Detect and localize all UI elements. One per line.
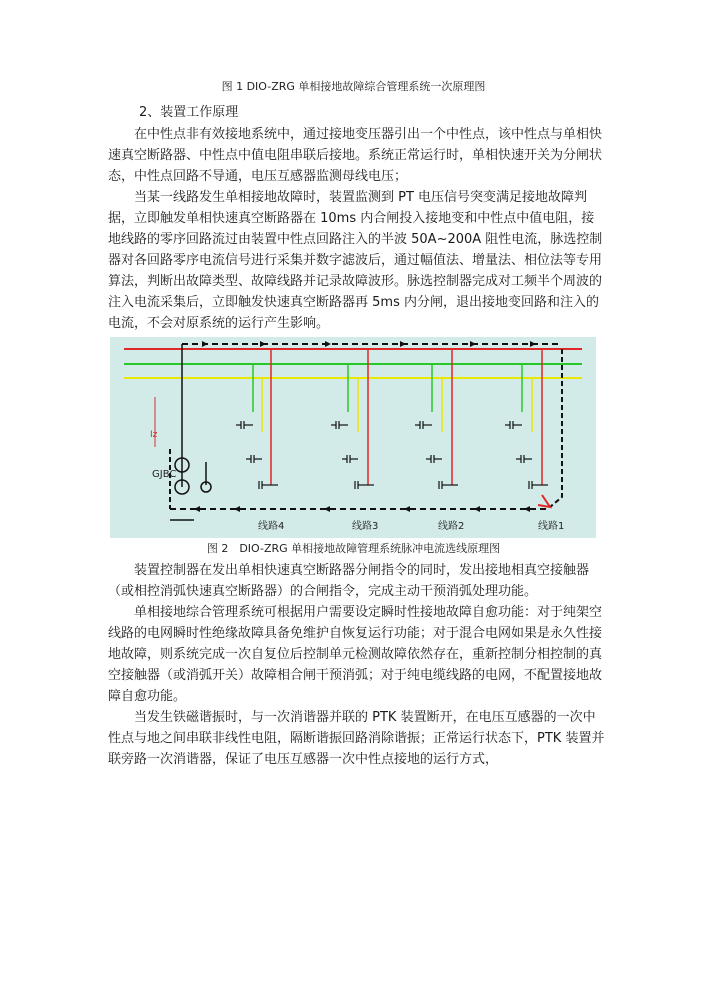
capacitor-symbols xyxy=(236,421,548,489)
paragraph-block-top xyxy=(108,124,606,334)
pulse-line-selection-diagram xyxy=(110,337,596,538)
feeder-label-4: 线路4 xyxy=(258,521,285,532)
paragraph-5: 当发生铁磁谐振时，与一次消谐器并联的 PTK 装置断开，在电压互感器的一次中性点与地之间串联非线性电阻，隔断谐振回路消除谐振；正常运行状态下，PTK 装置并联旁路一次消谐器，保证了电压互感器一次中性点接地的运行方式， xyxy=(108,710,605,767)
iz-label: Iz xyxy=(150,430,158,440)
feeder-label-3: 线路3 xyxy=(352,521,379,532)
fault-indicator xyxy=(550,349,562,507)
device-label: GJBC xyxy=(152,469,177,480)
paragraph-1: 在中性点非有效接地系统中，通过接地变压器引出一个中性点，该中性点与单相快速真空断路器、中性点中值电阻串联后接地。系统正常运行时，单相快速开关为分闸状态，中性点回路不导通，电压互感器监测母线电压； xyxy=(108,127,603,184)
feeder-label-1: 线路1 xyxy=(538,521,565,532)
feeder-line-4 xyxy=(253,349,271,485)
fault-point xyxy=(538,495,550,507)
feeder-line-3 xyxy=(348,349,368,485)
figure2-caption: 图 2 DIO-ZRG 单相接地故障管理系统脉冲电流选线原理图 xyxy=(206,542,501,555)
feeder-line-2 xyxy=(432,349,452,485)
figure1-caption: 图 1 DIO-ZRG 单相接地故障综合管理系统一次原理图 xyxy=(221,80,486,93)
feeder-line-1 xyxy=(522,349,542,485)
paragraph-4: 单相接地综合管理系统可根据用户需要设定瞬时性接地故障自愈功能：对于纯架空线路的电网瞬时性绝缘故障具备免维护自恢复运行功能；对于混合电网如果是永久性接地故障，则系统完成一次自复位后控制单元检测故障依然存在，重新控制分相控制的真空接触器（或消弧开关）故障相合闸干预消弧；对于纯电缆线路的电网，不配置接地故障自愈功能。 xyxy=(108,605,603,704)
figure2-diagram xyxy=(110,337,596,538)
paragraph-block-bottom xyxy=(108,560,606,770)
paragraph-2: 当某一线路发生单相接地故障时，装置监测到 PT 电压信号突变满足接地故障判据，立即触发单相快速真空断路器在 10ms 内合闸投入接地变和中性点中值电阻，接地线路的零序回路流过由装置中性点回路注入的半波 50A~200A 阻性电流，脉选控制器对各回路零序电流信号进行采集并数字滤波后，通过幅值法、增量法、相位法等专用算法，判断出故障类型、故障线路并记录故障波形。脉选控制器完成对工频半个周波的注入电流采集后，立即触发快速真空断路器再 5ms 内分闸，退出接地变回路和注入的电流，不会对原系统的运行产生影响。 xyxy=(108,190,603,331)
paragraph-3: 装置控制器在发出单相快速真空断路器分闸指令的同时，发出接地相真空接触器（或相控消弧快速真空断路器）的合闸指令，完成主动干预消弧处理功能。 xyxy=(108,563,590,599)
feeder-label-2: 线路2 xyxy=(438,521,465,532)
section-heading: 2、装置工作原理 xyxy=(139,105,239,120)
